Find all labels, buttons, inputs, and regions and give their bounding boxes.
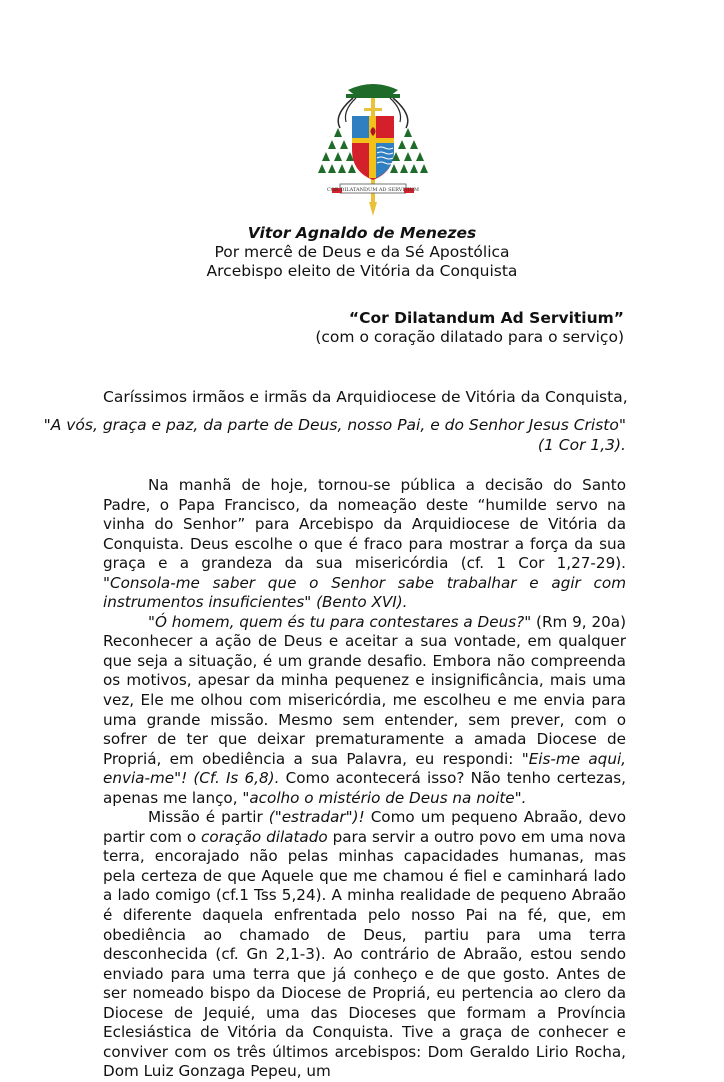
paragraph-text: para servir a outro povo em uma nova terra, encorajado não pelas minhas capacidades humanas, mas pela certeza de que Aquele que me chamou é fiel e caminhará lado a lado comigo (cf.1 Tss 5,24). A minha realidade de pequeno Abraão é diferente daquela enfrentada pelo nosso Pai na fé, que, em obediência ao chamado de Deus, partiu para uma terra desconhecida (cf. Gn 2,1-3). Ao contrário de Abraão, estou sendo enviado para uma terra que já conheço e de que gosto. Antes de ser nomeado bispo da Diocese de Propriá, eu pertencia ao clero da Diocese de Jequié, uma das Dioceses que formam a Província Eclesiástica de Vitória da Conquista. Tive a graça de conhecer e conviver com os três últimos arcebispos: Dom Geraldo Lirio Rocha, Dom Luiz Gonzaga Pepeu, um bbox=[103, 827, 626, 1081]
italic-quote: "Eis-me aqui, envia-me"! (Cf. Is 6,8). bbox=[103, 749, 626, 788]
italic-quote: coração dilatado bbox=[201, 827, 328, 846]
svg-text:COR DILATANDUM AD SERVITIUM: COR DILATANDUM AD SERVITIUM bbox=[327, 187, 419, 193]
motto-translation: (com o coração dilatado para o serviço) bbox=[315, 328, 624, 346]
motto-latin: “Cor Dilatandum Ad Servitium” bbox=[348, 309, 624, 327]
body-paragraph bbox=[103, 476, 626, 613]
verse-text: "A vós, graça e paz, da parte de Deus, nosso Pai, e do Senhor Jesus Cristo" bbox=[43, 416, 626, 434]
italic-quote: "Ó homem, quem és tu para contestares a Deus?" bbox=[148, 612, 532, 631]
author-title-line-2: Arcebispo eleito de Vitória da Conquista bbox=[206, 262, 518, 280]
paragraph-text: (Rm 9, 20a) Reconhecer a ação de Deus e aceitar a sua vontade, em qualquer que seja a situação, é um grande desafio. Embora não compreenda os motivos, apesar da minha pequenez e insignificância, mais uma vez, Ele me olhou com misericórdia, me escolheu e me envia para uma grande missão. Mesmo sem entender, sem prever, com o sofrer de ter que deixar prematuramente a amada Diocese de Propriá, em obediência a sua Palavra, eu respondi: bbox=[103, 612, 626, 768]
coat-of-arms-icon bbox=[318, 80, 428, 220]
italic-quote: ("estradar")! bbox=[268, 808, 365, 827]
author-name: Vitor Agnaldo de Menezes bbox=[247, 224, 477, 242]
salutation: Caríssimos irmãos e irmãs da Arquidiocese de Vitória da Conquista, bbox=[103, 388, 628, 406]
body-paragraph bbox=[103, 613, 626, 808]
verse-reference: (1 Cor 1,3). bbox=[537, 435, 626, 454]
paragraph-text: Na manhã de hoje, tornou-se pública a decisão do Santo Padre, o Papa Francisco, da nomeação deste “humilde servo na vinha do Senhor” para Arcebispo da Arquidiocese de Vitória da Conquista. Deus escolhe o que é fraco para mostrar a força da sua graça e a grandeza da sua misericórdia (cf. 1 Cor 1,27-29). bbox=[103, 476, 626, 573]
motto-block bbox=[315, 309, 624, 347]
paragraph-text: Como um pequeno Abraão, devo partir com o bbox=[103, 808, 627, 846]
author-header bbox=[0, 224, 724, 281]
italic-quote: "Consola-me saber que o Senhor sabe trabalhar e agir com instrumentos insuficientes" (Bento XVI). bbox=[103, 573, 626, 612]
author-title-line-1: Por mercê de Deus e da Sé Apostólica bbox=[214, 243, 510, 261]
letter-body bbox=[103, 476, 626, 1082]
opening-verse bbox=[44, 416, 626, 455]
paragraph-text: Como acontecerá isso? Não tenho certezas, apenas me lanço, bbox=[103, 769, 626, 807]
body-paragraph bbox=[103, 808, 626, 1082]
paragraph-text: Missão é partir bbox=[148, 808, 269, 827]
italic-quote: "acolho o mistério de Deus na noite". bbox=[242, 788, 527, 807]
